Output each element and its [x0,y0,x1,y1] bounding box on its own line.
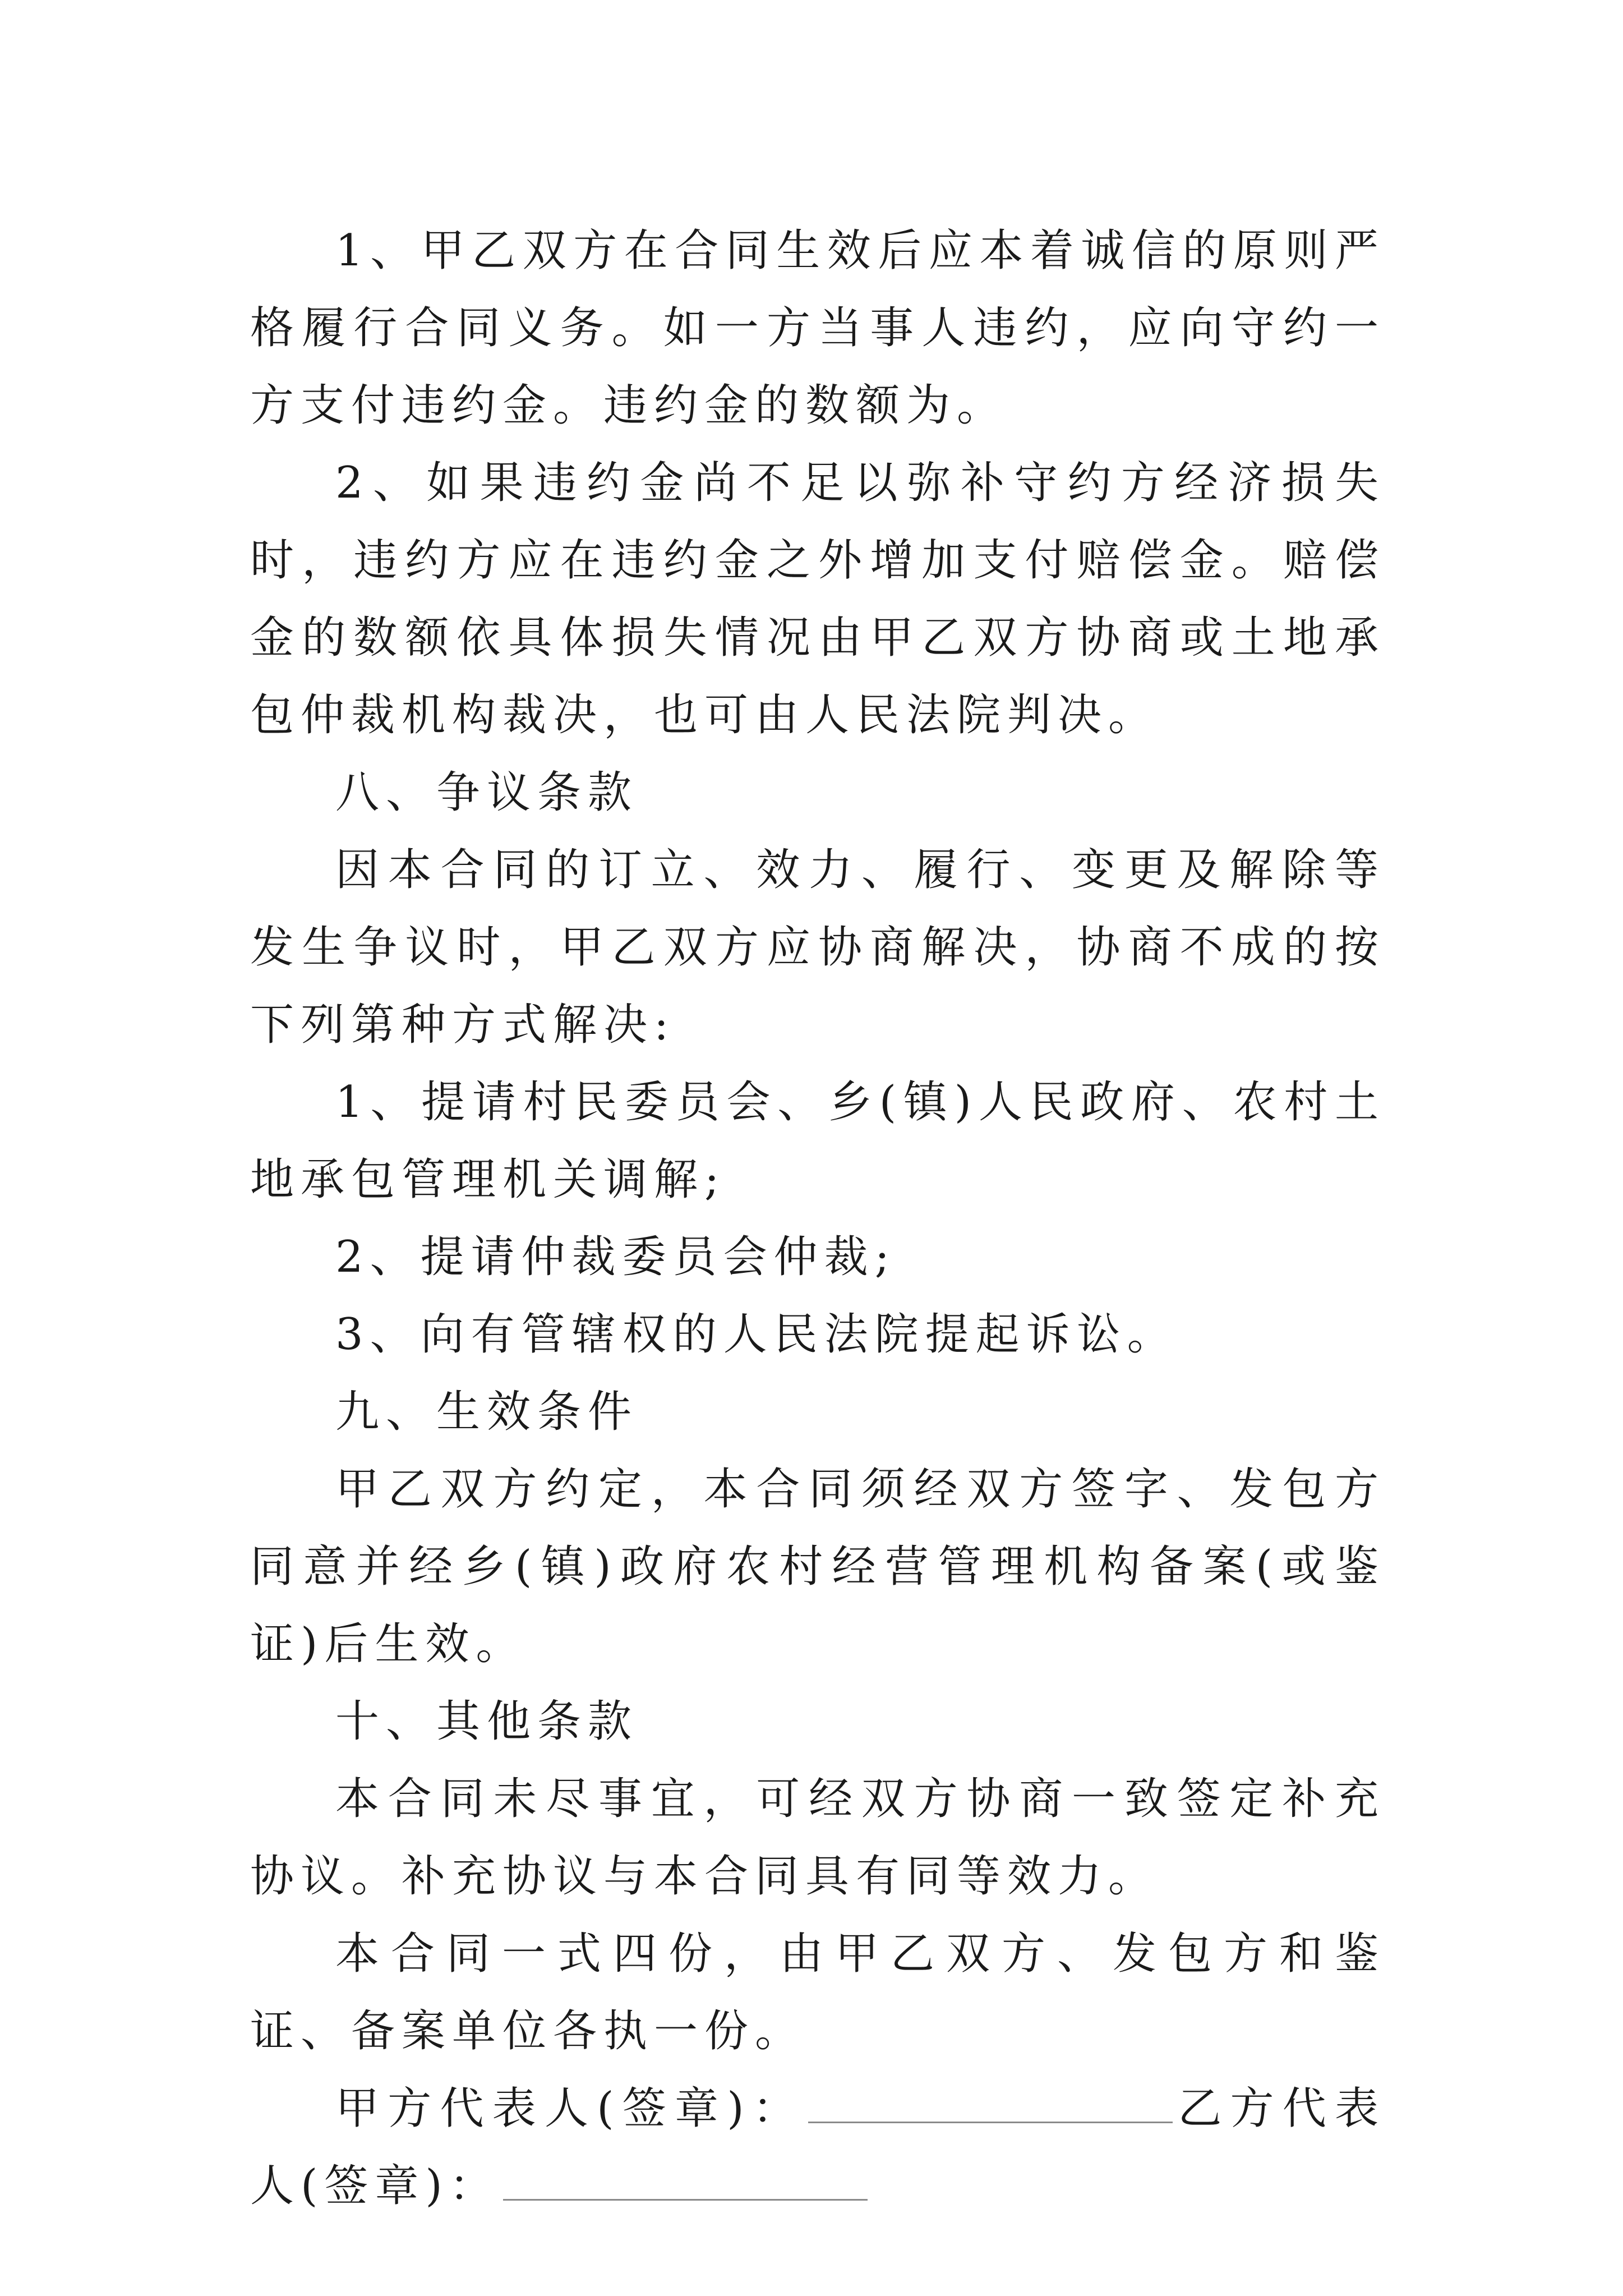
heading-effective-conditions: 九、生效条件 [335,1387,639,1437]
party-b-signature-label: 乙方代表人(签章)： [250,2083,1385,2211]
paragraph-breach-clause-1: 1、甲乙双方在合同生效后应本着诚信的原则严格履行合同义务。如一方当事人违约，应向守约一方支付违约金。违约金的数额为。 [250,226,1385,431]
party-b-signature-line [503,2164,868,2201]
paragraph-copies: 本合同一式四份，由甲乙双方、发包方和鉴证、备案单位各执一份。 [250,1929,1385,2056]
paragraph-dispute-option-3: 3、向有管辖权的人民法院提起诉讼。 [335,1309,1178,1360]
paragraph-dispute-option-1: 1、提请村民委员会、乡(镇)人民政府、农村土地承包管理机关调解; [250,1077,1385,1205]
paragraph-dispute-resolution: 因本合同的订立、效力、履行、变更及解除等发生争议时，甲乙双方应协商解决，协商不成的按下列第种方式解决: [250,845,1385,1050]
heading-dispute-clause: 八、争议条款 [335,767,639,818]
party-a-signature-line [808,2087,1173,2123]
paragraph-dispute-option-2: 2、提请仲裁委员会仲裁; [335,1232,896,1282]
signature-block [250,2070,1385,2225]
paragraph-breach-clause-2: 2、如果违约金尚不足以弥补守约方经济损失时，违约方应在违约金之外增加支付赔偿金。赔偿金的数额依具体损失情况由甲乙双方协商或土地承包仲裁机构裁决，也可由人民法院判决。 [250,458,1385,740]
document-body [250,212,1385,2225]
paragraph-effective-conditions: 甲乙双方约定，本合同须经双方签字、发包方同意并经乡(镇)政府农村经营管理机构备案(或鉴证)后生效。 [250,1464,1385,1669]
paragraph-supplementary-agreement: 本合同未尽事宜，可经双方协商一致签定补充协议。补充协议与本合同具有同等效力。 [250,1774,1385,1902]
party-a-signature-label: 甲方代表人(签章)： [335,2083,805,2134]
heading-other-clauses: 十、其他条款 [335,1696,639,1747]
